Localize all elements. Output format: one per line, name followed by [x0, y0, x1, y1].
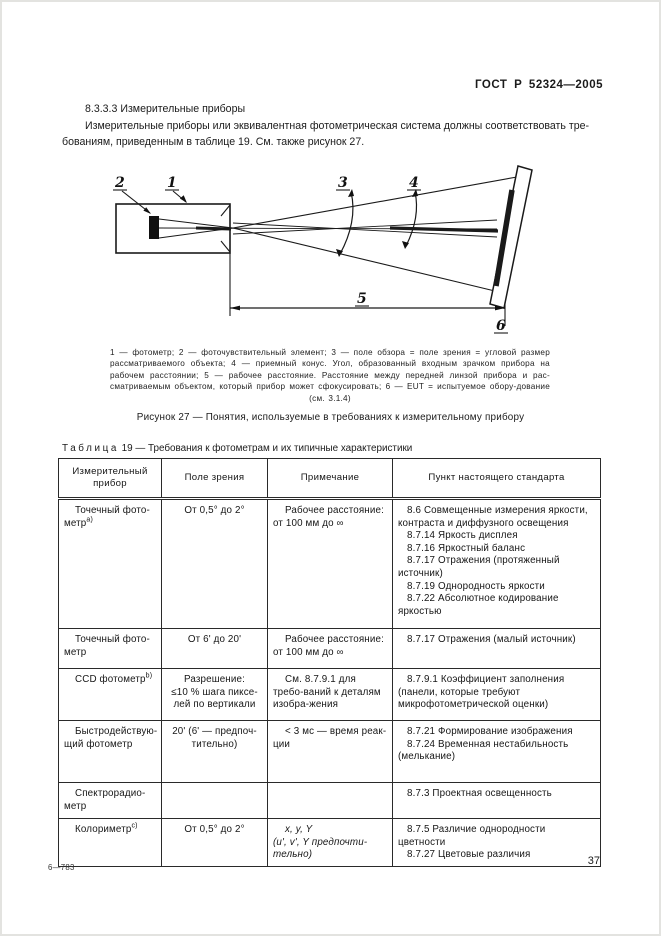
cell-clauses: 8.7.5 Различие однородности цветности 8.7.27 Цветовые различия — [393, 819, 601, 867]
table-title-text: 19 — Требования к фотометрам и их типичные характеристики — [121, 443, 413, 454]
footnote-mark: a) — [86, 516, 93, 524]
label-leader-lines — [122, 191, 187, 214]
col-header-note: Примечание — [268, 459, 393, 499]
doc-number: ГОСТ Р 52324—2005 — [475, 79, 603, 91]
cell-field-of-view — [162, 783, 268, 819]
label-underlines — [113, 190, 508, 333]
table-title — [62, 443, 412, 454]
section-heading: 8.3.3.3 Измерительные приборы — [85, 103, 246, 115]
cell-clauses: 8.7.17 Отражения (малый источник) — [393, 629, 601, 669]
ray-lines — [159, 177, 517, 292]
cell-clauses: 8.7.3 Проектная освещенность — [393, 783, 601, 819]
table-row — [59, 721, 601, 783]
cell-note — [268, 783, 393, 819]
figure-legend: 1 — фотометр; 2 — фоточувствительный элемент; 3 — поле обзора = поле зрения = угловой размер рассматриваемого объекта; 4 — приемный конус. Угол, образованный входным зрачком прибора на рабочем расстоянии; 5 — рабочее расстояние. Расстояние между передней линзой прибора и рас-сматриваемым объектом, который прибор может сфокусировать; 6 — EUT = испытуемое обору-дование (см. 3.1.4) — [110, 348, 550, 403]
cell-instrument: Спектрорадио-метр — [59, 783, 162, 819]
table-row — [59, 819, 601, 867]
cell-clauses: 8.6 Совмещенные измерения яркости, контраста и диффузного освещения 8.7.14 Яркость дисплея 8.7.16 Яркостный баланс 8.7.17 Отражения (протяженный источник) 8.7.19 Однородность яркости 8.7.22 Абсолютное кодирование яркостью — [393, 499, 601, 629]
cell-field-of-view: От 6' до 20' — [162, 629, 268, 669]
page-number: 37 — [587, 855, 600, 867]
arc-arrowheads — [336, 189, 418, 257]
cell-instrument: CCD фотометр$^{b)}$ — [59, 669, 162, 721]
figure-27-diagram — [55, 160, 565, 340]
cell-field-of-view: От 0,5° до 2° — [162, 819, 268, 867]
cell-field-of-view: От 0,5° до 2° — [162, 499, 268, 629]
table-title-label: Таблица — [62, 443, 119, 454]
table-header-row — [59, 459, 601, 499]
cell-instrument: Быстродействую-щий фотометр — [59, 721, 162, 783]
cell-instrument: Точечный фото-метр$^{a)}$ — [59, 499, 162, 629]
section-paragraph: Измерительные приборы или эквивалентная фотометрическая система должны соответствовать тре-бованиям, приведенным в таблице 19. См. также рисунок 27. — [62, 120, 590, 148]
cell-clauses: 8.7.21 Формирование изображения 8.7.24 Временная нестабильность (мелькание) — [393, 721, 601, 783]
label-6: 6 — [496, 318, 506, 334]
cell-note: См. 8.7.9.1 для требо-ваний к деталям изобра-жения — [268, 669, 393, 721]
cell-note: Рабочее расстояние: от 100 мм до ∞ — [268, 499, 393, 629]
col-header-instrument: Измерительный прибор — [59, 459, 162, 499]
table-row — [59, 783, 601, 819]
table-row — [59, 669, 601, 721]
photosensitive-element-mark — [149, 216, 159, 239]
label-5: 5 — [357, 291, 367, 307]
footnote-mark: c) — [131, 822, 138, 830]
acceptance-cone-arc — [406, 192, 417, 246]
cell-note: Рабочее расстояние: от 100 мм до ∞ — [268, 629, 393, 669]
cell-note: x, y, Y (u', v', Y предпочти-тельно) — [268, 819, 393, 867]
table-row — [59, 499, 601, 629]
cell-field-of-view: 20' (6' — предпоч-тительно) — [162, 721, 268, 783]
col-header-clause: Пункт настоящего стандарта — [393, 459, 601, 499]
col-header-field-of-view: Поле зрения — [162, 459, 268, 499]
footnote-mark: b) — [145, 672, 153, 680]
label-1: 1 — [167, 175, 177, 191]
cell-field-of-view: Разрешение: ≤10 % шага пиксе-лей по вертикали — [162, 669, 268, 721]
footer-mark: 6—783 — [48, 863, 75, 872]
label-2: 2 — [115, 175, 125, 191]
cell-instrument: Колориметр$^{c)}$ — [59, 819, 162, 867]
figure-caption: Рисунок 27 — Понятия, используемые в требованиях к измерительному прибору — [136, 412, 525, 423]
cell-note: < 3 мс — время реак-ции — [268, 721, 393, 783]
field-of-view-arc — [340, 192, 353, 254]
label-4: 4 — [409, 175, 419, 191]
table-row — [59, 629, 601, 669]
cell-clauses: 8.7.9.1 Коэффициент заполнения (панели, которые требуют микрофотометрической оценки) — [393, 669, 601, 721]
cell-instrument: Точечный фото-метр — [59, 629, 162, 669]
label-3: 3 — [338, 175, 348, 191]
working-distance-dimension — [230, 253, 505, 326]
table-19 — [58, 458, 601, 867]
